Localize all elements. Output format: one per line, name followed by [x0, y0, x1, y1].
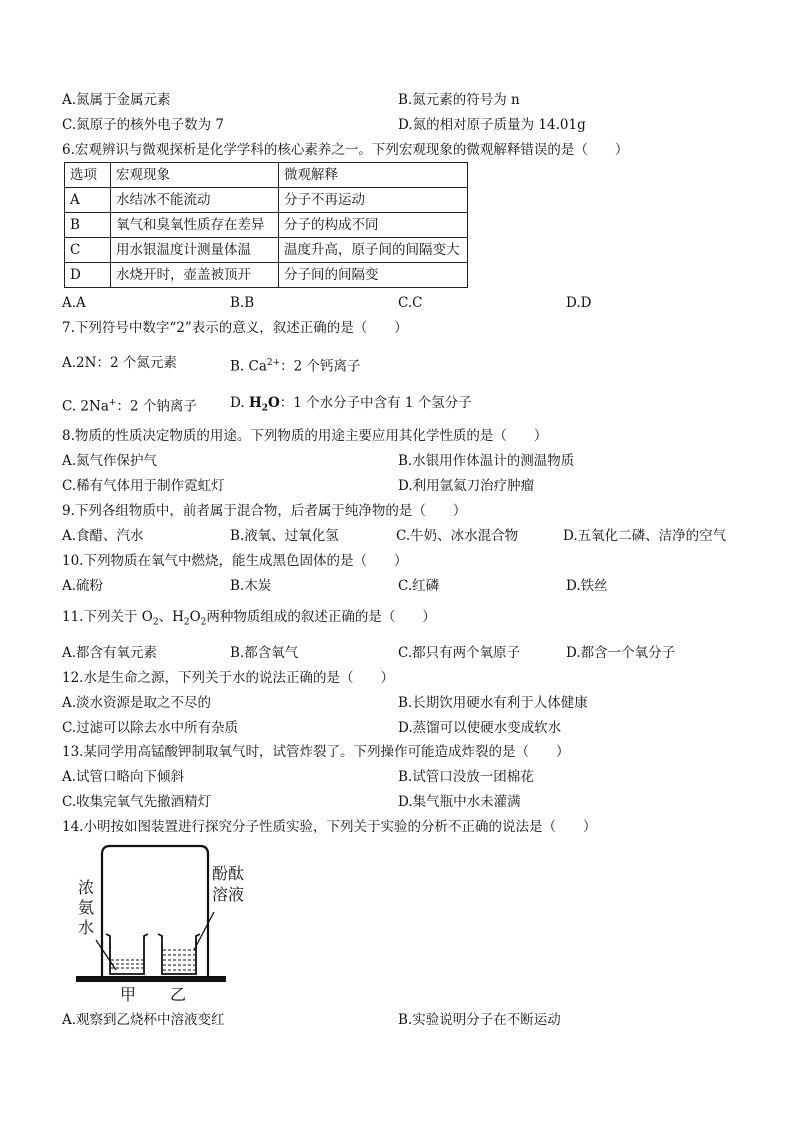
q7-option-d	[230, 394, 472, 418]
q6-table	[64, 162, 468, 288]
q10-stem: 10.下列物质在氧气中燃烧，能生成黑色固体的是（ ）	[62, 553, 408, 569]
q13-option-d: D.集气瓶中水未灌满	[398, 794, 521, 810]
q12-option-b: B.长期饮用硬水有利于人体健康	[398, 695, 588, 711]
q6-stem: 6.宏观辨识与微观探析是化学学科的核心素养之一。下列宏观现象的微观解释错误的是（ ）	[62, 142, 629, 158]
q11-stem	[62, 608, 436, 632]
q13-option-c: C.收集完氧气先撤酒精灯	[62, 794, 212, 810]
table-header-cell: 选项	[65, 163, 111, 188]
table-cell: D	[65, 263, 111, 288]
formula-o: O	[267, 395, 280, 411]
ammonia-pointer	[96, 940, 116, 970]
charge-superscript: 2+	[266, 358, 281, 368]
table-cell: A	[65, 188, 111, 213]
table-row	[65, 213, 468, 238]
q8-option-a: A.氮气作保护气	[62, 453, 158, 469]
q7-option-b-meaning: ：2 个钙离子	[280, 358, 361, 375]
q12-stem: 12.水是生命之源，下列关于水的说法正确的是（ ）	[62, 670, 394, 686]
table-cell: 分子不再运动	[279, 188, 468, 213]
q12-option-c: C.过滤可以除去水中所有杂质	[62, 720, 239, 736]
table-cell: B	[65, 213, 111, 238]
experiment-figure	[66, 840, 246, 1005]
formula-subscript: 2	[200, 617, 207, 628]
q14-stem: 14.小明按如图装置进行探究分子性质实验，下列关于实验的分析不正确的说法是（ ）	[62, 819, 597, 835]
q5-option-c: C.氮原子的核外电子数为 7	[62, 117, 225, 133]
q5-option-b: B.氮元素的符号为 n	[398, 92, 520, 108]
q5-option-a: A.氮属于金属元素	[62, 92, 171, 108]
q8-option-d: D.利用氩氦刀治疗肿瘤	[398, 478, 535, 494]
q8-option-c: C.稀有气体用于制作霓虹灯	[62, 478, 225, 494]
q7-stem: 7.下列符号中数字“2”表示的意义，叙述正确的是（ ）	[62, 320, 408, 336]
q12-option-d: D.蒸馏可以使硬水变成软水	[398, 720, 562, 736]
q9-option-b: B.液氧、过氧化氢	[230, 528, 339, 544]
q7-option-b-text: B. Ca	[230, 358, 267, 375]
table-cell: 水结冰不能流动	[111, 188, 279, 213]
q11-stem-end: 两种物质组成的叙述正确的是（ ）	[206, 609, 436, 625]
base-plate	[76, 976, 226, 982]
table-cell: 用水银温度计测量体温	[111, 238, 279, 263]
table-cell: 氧气和臭氧性质存在差异	[111, 213, 279, 238]
q7-option-b	[230, 354, 361, 376]
table-cell: 分子的构成不同	[279, 213, 468, 238]
q12-option-a: A.淡水资源是取之不尽的	[62, 695, 212, 711]
q14-option-a: A.观察到乙烧杯中溶液变红	[62, 1012, 225, 1028]
beaker-right	[158, 934, 200, 974]
table-row	[65, 238, 468, 263]
phenolphthalein-label-1: 酚酞	[212, 864, 245, 883]
q9-option-d: D.五氧化二磷、洁净的空气	[563, 528, 727, 544]
table-header-row	[65, 163, 468, 188]
formula-subscript: 2	[152, 617, 159, 628]
beaker-label-yi: 乙	[170, 985, 187, 1004]
formula-subscript: 2	[261, 403, 268, 414]
beaker-label-jia: 甲	[120, 985, 137, 1004]
q6-option-d: D.D	[566, 295, 592, 311]
table-header-cell: 微观解释	[279, 163, 468, 188]
q14-option-b: B.实验说明分子在不断运动	[398, 1012, 561, 1028]
table-cell: 分子间的间隔变	[279, 263, 468, 288]
q7-option-d-meaning: ：1 个水分子中含有 1 个氢分子	[279, 395, 472, 411]
q7-option-c-text: C. 2Na	[62, 398, 109, 415]
q8-option-b: B.水银用作体温计的测温物质	[398, 453, 575, 469]
q6-option-b: B.B	[230, 295, 255, 311]
formula-subscript: 2	[183, 617, 190, 628]
formula-o: O	[189, 609, 201, 625]
q7-option-c-meaning: ：2 个钠离子	[116, 398, 197, 415]
table-header-cell: 宏观现象	[111, 163, 279, 188]
q9-stem: 9.下列各组物质中，前者属于混合物，后者属于纯净物的是（ ）	[62, 503, 467, 519]
q11-option-d: D.都含一个氧分子	[566, 645, 676, 661]
ammonia-label-3: 水	[78, 918, 95, 937]
table-cell: 水烧开时，壶盖被顶开	[111, 263, 279, 288]
q6-option-c: C.C	[398, 295, 423, 311]
ammonia-label-1: 浓	[78, 878, 95, 897]
q9-option-a: A.食醋、汽水	[62, 528, 144, 544]
q6-option-a: A.A	[62, 295, 86, 311]
q8-stem: 8.物质的性质决定物质的用途。下列物质的用途主要应用其化学性质的是（ ）	[62, 428, 548, 444]
q11-stem-mid: 、H	[158, 609, 184, 625]
q13-option-a: A.试管口略向下倾斜	[62, 769, 185, 785]
q10-option-a: A.硫粉	[62, 578, 104, 594]
q10-option-d: D.铁丝	[566, 578, 608, 594]
formula-h: H	[248, 395, 262, 411]
table-row	[65, 188, 468, 213]
q5-option-d: D.氮的相对原子质量为 14.01g	[398, 117, 586, 133]
q7-option-c	[62, 394, 197, 416]
q11-option-b: B.都含氧气	[230, 645, 299, 661]
q9-option-c: C.牛奶、冰水混合物	[396, 528, 519, 544]
q11-option-a: A.都含有氧元素	[62, 645, 158, 661]
phenolphthalein-pointer	[194, 912, 214, 950]
table-row	[65, 263, 468, 288]
q7-option-a: A.2N：2 个氮元素	[62, 355, 177, 371]
ammonia-label-2: 氨	[78, 898, 95, 917]
q10-option-b: B.木炭	[230, 578, 272, 594]
q10-option-c: C.红磷	[398, 578, 440, 594]
table-cell: C	[65, 238, 111, 263]
q13-stem: 13.某同学用高锰酸钾制取氧气时，试管炸裂了。下列操作可能造成炸裂的是（ ）	[62, 744, 570, 760]
table-cell: 温度升高，原子间的间隔变大	[279, 238, 468, 263]
charge-superscript: +	[108, 398, 117, 408]
q11-stem-start: 11.下列关于 O	[62, 609, 153, 625]
q11-option-c: C.都只有两个氧原子	[398, 645, 521, 661]
q13-option-b: B.试管口没放一团棉花	[398, 769, 534, 785]
phenolphthalein-label-2: 溶液	[212, 885, 245, 904]
q7-option-d-label: D.	[230, 395, 249, 411]
